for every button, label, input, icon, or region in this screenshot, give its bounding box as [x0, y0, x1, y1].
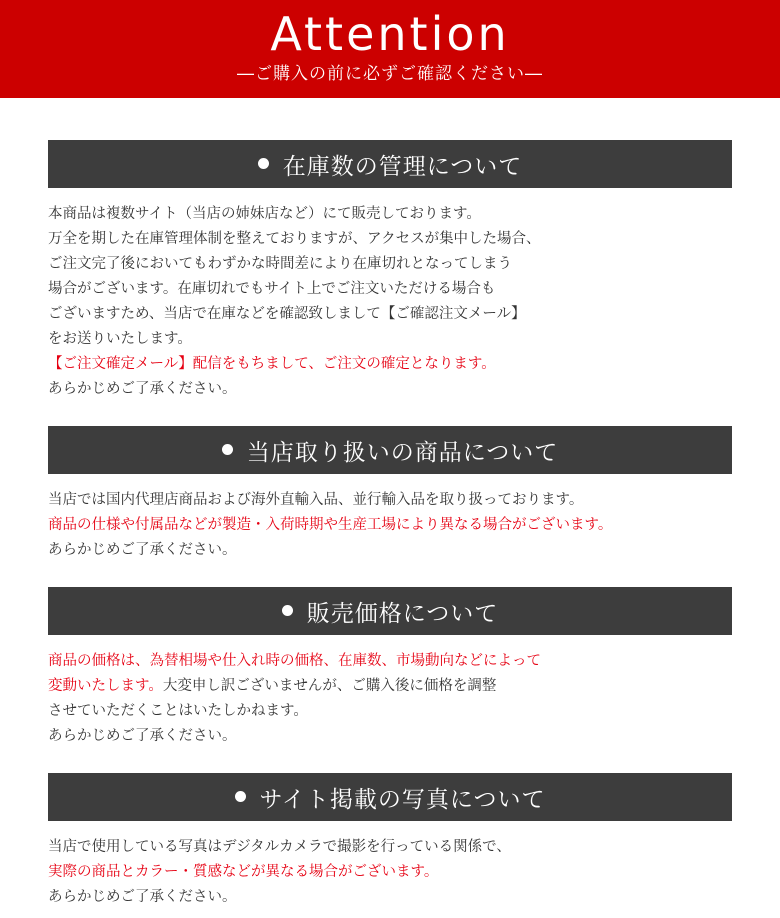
- body-line: [48, 352, 732, 377]
- body-text: 場合がございます。在庫切れでもサイト上でご注文いただける場合も: [48, 281, 496, 297]
- section-heading: [48, 587, 732, 635]
- body-text: あらかじめご了承ください。: [48, 542, 237, 558]
- section-heading: [48, 140, 732, 188]
- section-heading: [48, 773, 732, 821]
- body-text: させていただくことはいたしかねます。: [48, 703, 308, 719]
- body-line: [48, 227, 732, 252]
- bullet-icon: [282, 605, 293, 616]
- body-line: [48, 835, 732, 860]
- banner-subtitle: ―ご購入の前に必ずご確認ください―: [237, 64, 543, 84]
- body-line: [48, 302, 732, 327]
- section-products: [48, 426, 732, 563]
- body-line: [48, 277, 732, 302]
- body-line: [48, 377, 732, 402]
- section-body: [48, 188, 732, 402]
- body-text: をお送りいたします。: [48, 331, 192, 347]
- section-photos: [48, 773, 732, 910]
- section-pricing: [48, 587, 732, 749]
- section-heading-label: サイト掲載の写真について: [259, 786, 546, 813]
- body-line: [48, 327, 732, 352]
- emphasis-text: 商品の仕様や付属品などが製造・入荷時期や生産工場により異なる場合がございます。: [48, 517, 613, 533]
- bullet-icon: [222, 444, 233, 455]
- section-heading-label: 販売価格について: [306, 600, 499, 627]
- body-line: [48, 699, 732, 724]
- body-text: ご注文完了後においてもわずかな時間差により在庫切れとなってしまう: [48, 256, 512, 272]
- section-body: [48, 635, 732, 749]
- body-line: [48, 202, 732, 227]
- body-text: 当店では国内代理店商品および海外直輸入品、並行輸入品を取り扱っております。: [48, 492, 584, 508]
- section-heading-label: 在庫数の管理について: [282, 153, 523, 180]
- attention-banner: [0, 0, 780, 98]
- body-line: [48, 724, 732, 749]
- body-text: 万全を期した在庫管理体制を整えておりますが、アクセスが集中した場合、: [48, 231, 541, 247]
- emphasis-text: 商品の価格は、為替相場や仕入れ時の価格、在庫数、市場動向などによって: [48, 653, 541, 669]
- body-text: 本商品は複数サイト（当店の姉妹店など）にて販売しております。: [48, 206, 481, 222]
- bullet-icon: [235, 791, 246, 802]
- body-line: [48, 252, 732, 277]
- body-line: [48, 885, 732, 910]
- body-text: 大変申し訳ございませんが、ご購入後に価格を調整: [162, 678, 497, 694]
- body-line: [48, 538, 732, 563]
- emphasis-text: 【ご注文確定メール】配信をもちまして、ご注文の確定となります。: [48, 356, 496, 372]
- section-heading: [48, 426, 732, 474]
- body-text: 当店で使用している写真はデジタルカメラで撮影を行っている関係で、: [48, 839, 511, 855]
- body-line: [48, 513, 732, 538]
- body-line: [48, 674, 732, 699]
- body-line: [48, 488, 732, 513]
- body-text: あらかじめご了承ください。: [48, 381, 237, 397]
- section-body: [48, 821, 732, 910]
- banner-title: Attention: [270, 7, 510, 61]
- body-line: [48, 860, 732, 885]
- bullet-icon: [258, 158, 269, 169]
- section-body: [48, 474, 732, 563]
- emphasis-text: 変動いたします。: [48, 678, 163, 694]
- emphasis-text: 実際の商品とカラー・質感などが異なる場合がございます。: [48, 864, 439, 880]
- notice-content: [0, 140, 780, 910]
- body-line: [48, 649, 732, 674]
- section-stock-management: [48, 140, 732, 402]
- section-heading-label: 当店取り扱いの商品について: [246, 439, 559, 466]
- body-text: あらかじめご了承ください。: [48, 728, 237, 744]
- body-text: ございますため、当店で在庫などを確認致しまして【ご確認注文メール】: [48, 306, 526, 322]
- body-text: あらかじめご了承ください。: [48, 889, 237, 905]
